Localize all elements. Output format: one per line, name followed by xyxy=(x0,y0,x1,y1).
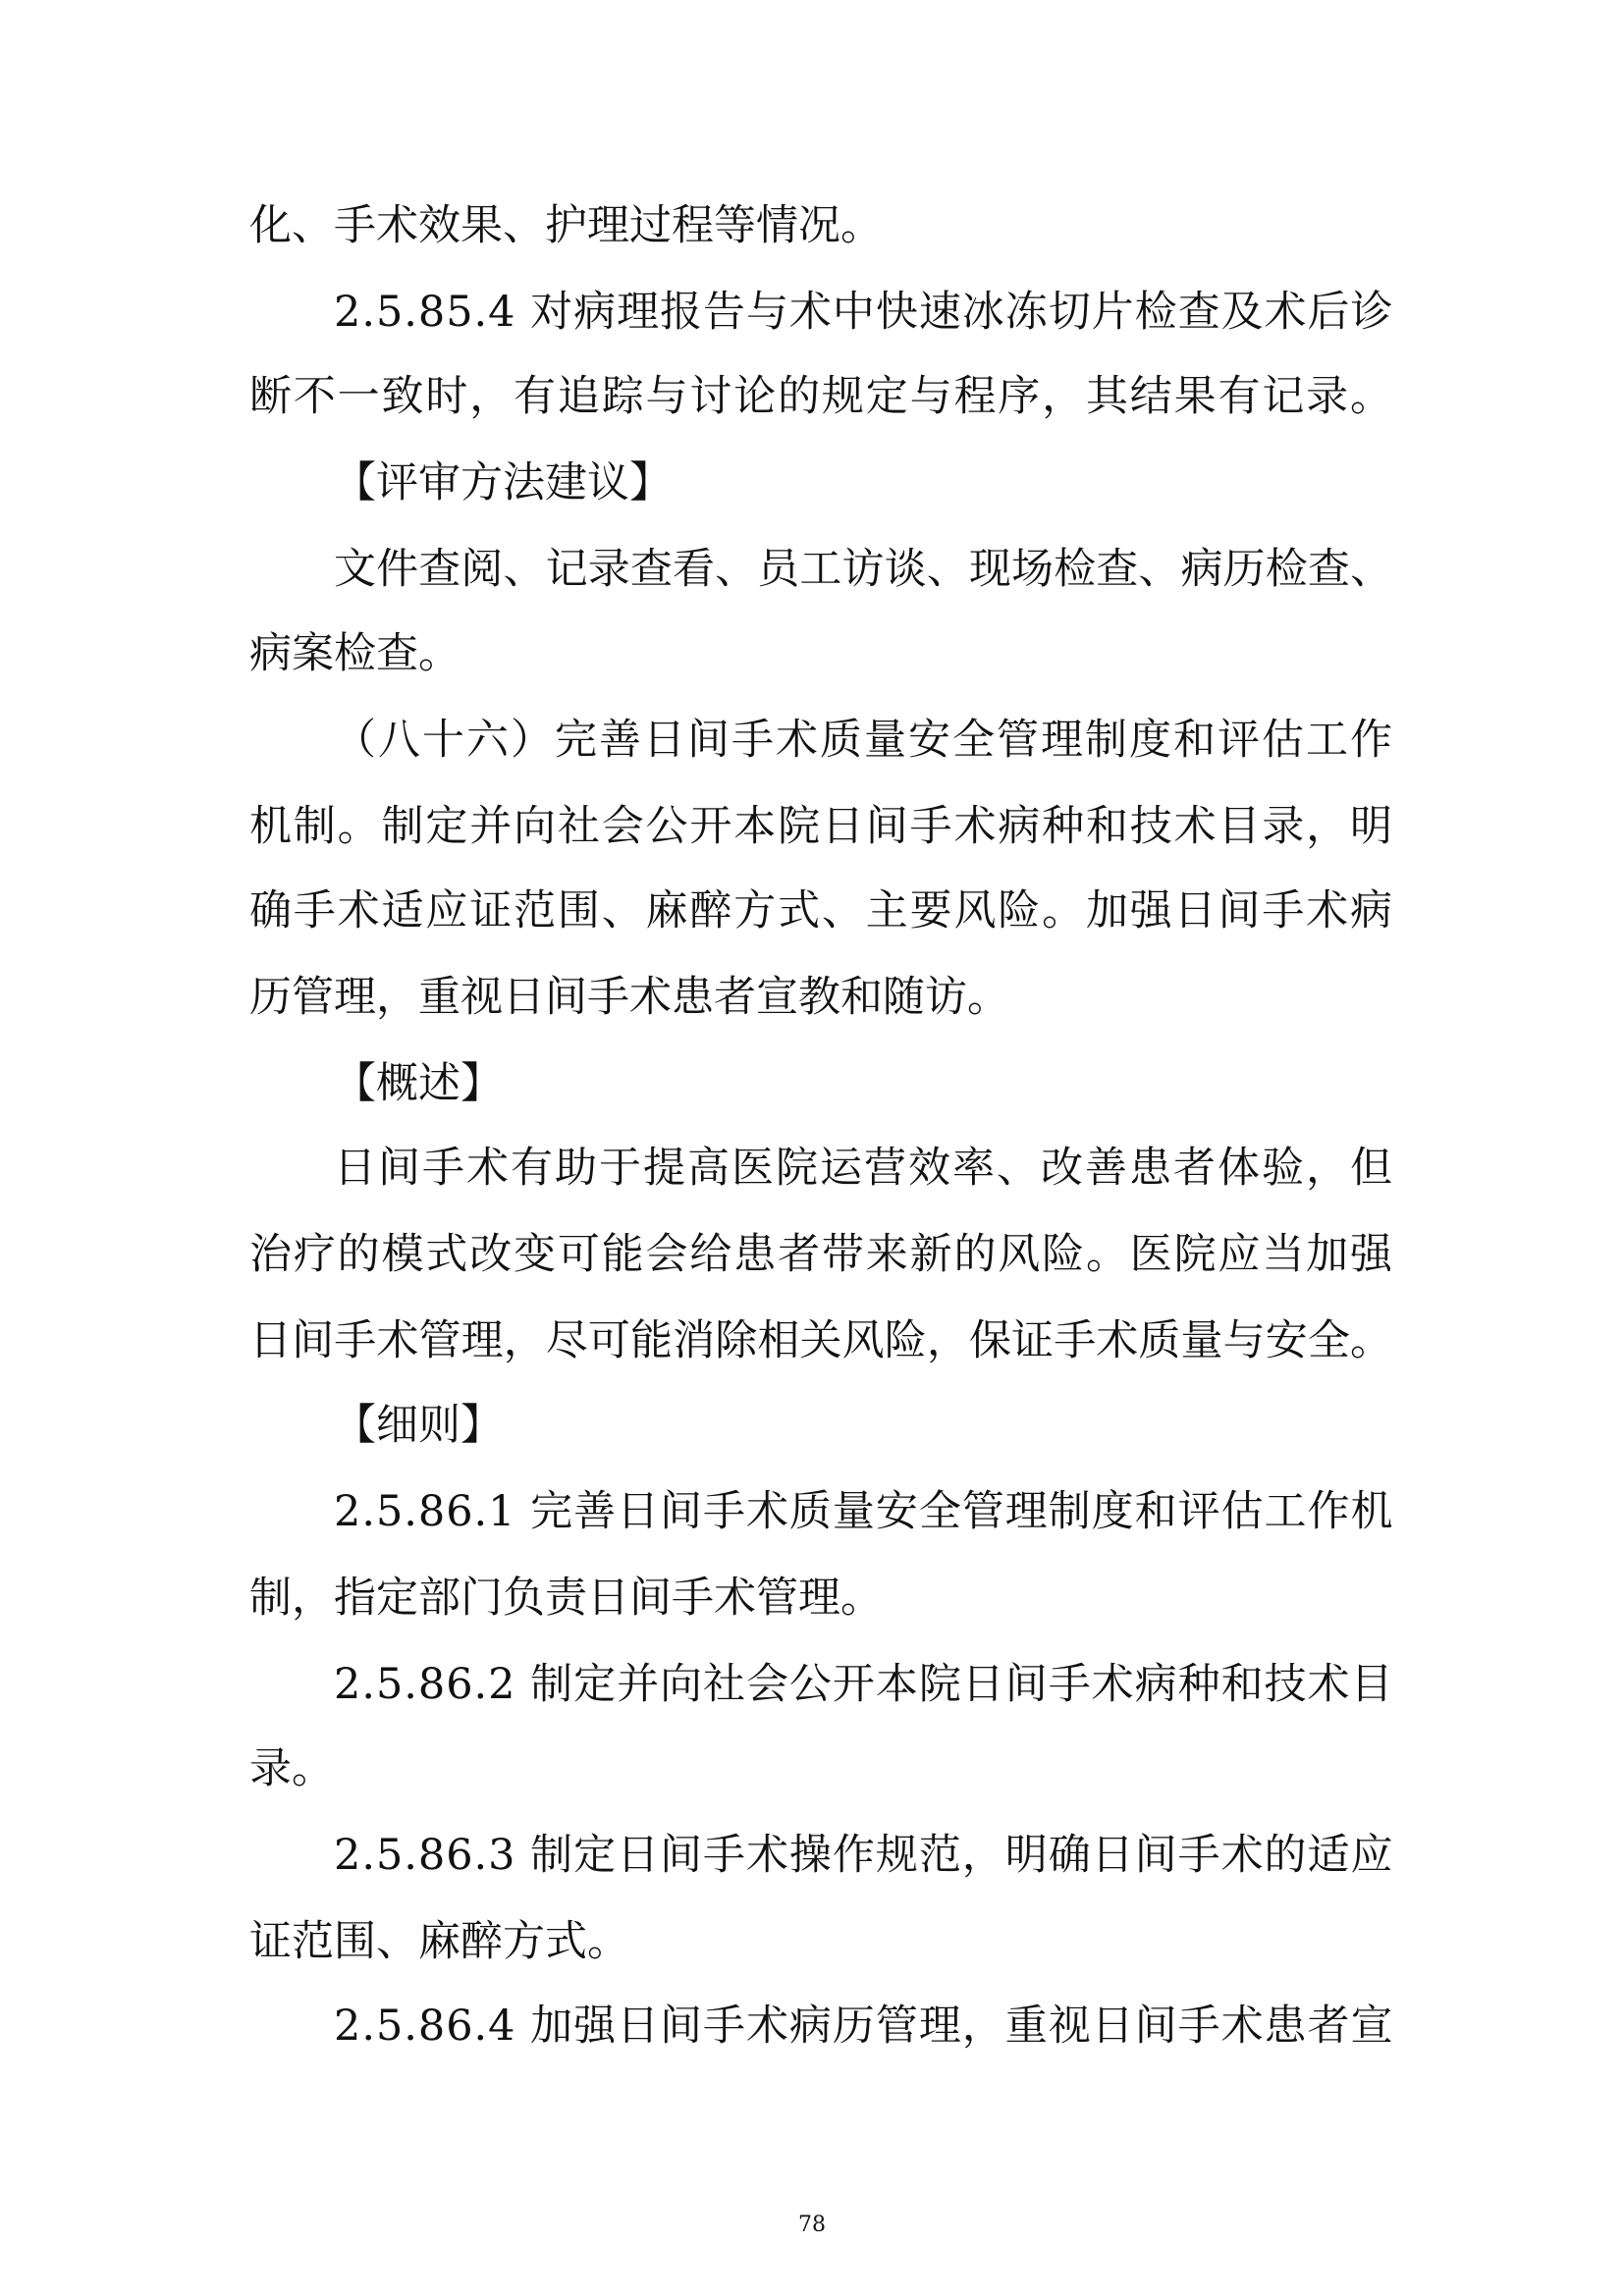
text-line: 日间手术有助于提高医院运营效率、改善患者体验，但 xyxy=(334,1144,1394,1193)
text-line: 证范围、麻醉方式。 xyxy=(249,1917,629,1966)
clause-line: 2.5.86.2 制定并向社会公开本院日间手术病种和技术目 xyxy=(334,1660,1394,1709)
section-heading: 【评审方法建议】 xyxy=(334,458,672,507)
clause-line: 2.5.86.1 完善日间手术质量安全管理制度和评估工作机 xyxy=(334,1487,1394,1536)
text-line: 历管理，重视日间手术患者宣教和随访。 xyxy=(249,973,1009,1022)
clause-line: 2.5.86.4 加强日间手术病历管理，重视日间手术患者宣 xyxy=(334,2002,1394,2051)
text-line: 机制。制定并向社会公开本院日间手术病种和技术目录，明 xyxy=(249,802,1394,851)
item-heading-line: （八十六）完善日间手术质量安全管理制度和评估工作 xyxy=(334,716,1394,765)
text-line: 断不一致时，有追踪与讨论的规定与程序，其结果有记录。 xyxy=(249,372,1394,421)
text-line: 文件查阅、记录查看、员工访谈、现场检查、病历检查、 xyxy=(334,545,1393,594)
text-line: 病案检查。 xyxy=(249,629,460,678)
text-line: 录。 xyxy=(249,1744,334,1793)
section-heading: 【细则】 xyxy=(334,1401,503,1450)
text-line: 确手术适应证范围、麻醉方式、主要风险。加强日间手术病 xyxy=(249,886,1394,935)
section-heading: 【概述】 xyxy=(334,1059,503,1108)
clause-line: 2.5.86.3 制定日间手术操作规范，明确日间手术的适应 xyxy=(334,1831,1394,1880)
text-line: 制，指定部门负责日间手术管理。 xyxy=(249,1574,883,1623)
clause-line: 2.5.85.4 对病理报告与术中快速冰冻切片检查及术后诊 xyxy=(334,288,1394,337)
text-line: 日间手术管理，尽可能消除相关风险，保证手术质量与安全。 xyxy=(249,1316,1393,1365)
page-number: 78 xyxy=(798,2213,826,2237)
text-line: 化、手术效果、护理过程等情况。 xyxy=(249,201,883,250)
text-line: 治疗的模式改变可能会给患者带来新的风险。医院应当加强 xyxy=(249,1230,1394,1279)
